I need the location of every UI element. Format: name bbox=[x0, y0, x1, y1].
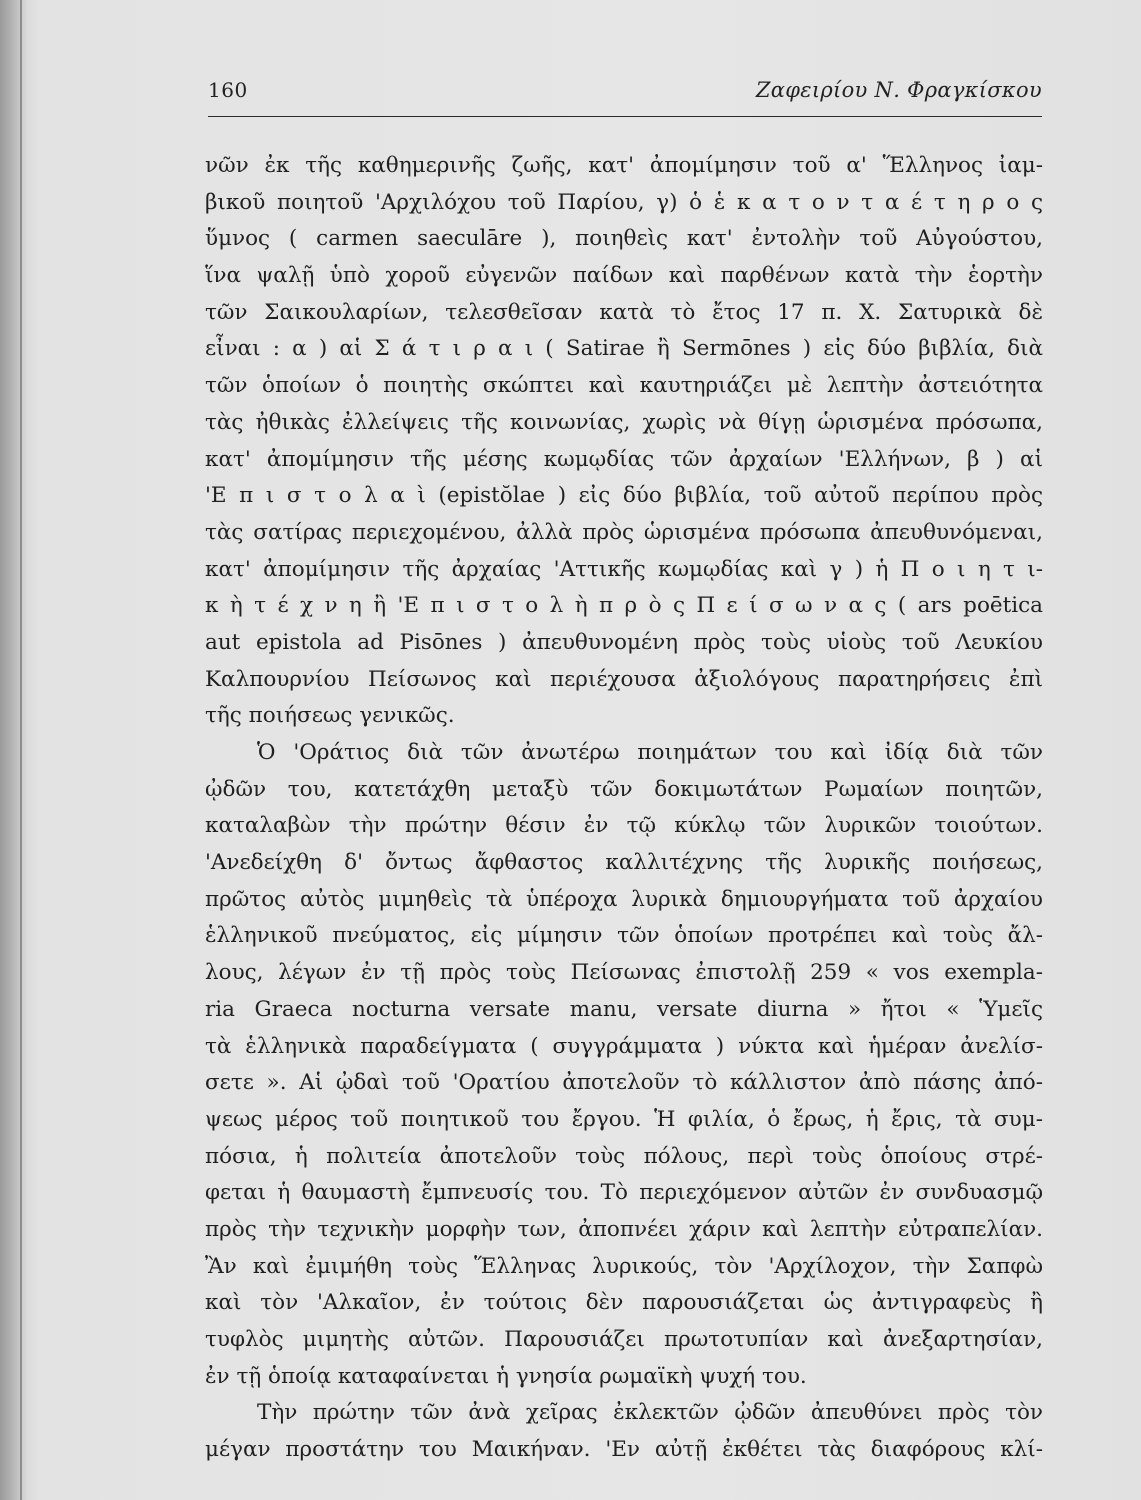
text-line: ἵνα ψαλῇ ὑπὸ χοροῦ εὐγενῶν παίδων καὶ παρθένων κατὰ τὴν ἑορτὴν bbox=[205, 263, 1043, 289]
page-number: 160 bbox=[208, 78, 248, 102]
paragraph-2 bbox=[205, 735, 1043, 1395]
text-line: σετε ». Αἱ ᾠδαὶ τοῦ 'Ορατίου ἀποτελοῦν τὸ κάλλιστον ἀπὸ πάσης ἀπό- bbox=[205, 1070, 1043, 1096]
text-line: Ὁ 'Οράτιος διὰ τῶν ἀνωτέρω ποιημάτων του καὶ ἰδίᾳ διὰ τῶν bbox=[257, 740, 1043, 765]
text-line: βικοῦ ποιητοῦ 'Αρχιλόχου τοῦ Παρίου, γ) ὁ ἑ κ α τ ο ν τ α έ τ η ρ ο ς bbox=[205, 189, 1043, 215]
text-line: λους, λέγων ἐν τῇ πρὸς τοὺς Πείσωνας ἐπιστολῇ 259 « vos exempla- bbox=[205, 960, 1043, 986]
text-line: τῶν ὁποίων ὁ ποιητὴς σκώπτει καὶ καυτηριάζει μὲ λεπτὴν ἀστειότητα bbox=[205, 373, 1043, 399]
text-line: 'Ανεδείχθη δ' ὄντως ἄφθαστος καλλιτέχνης τῆς λυρικῆς ποιήσεως, bbox=[205, 850, 1043, 876]
text-line: τὰς ἠθικὰς ἐλλείψεις τῆς κοινωνίας, χωρὶς νὰ θίγῃ ὡρισμένα πρόσωπα, bbox=[205, 409, 1043, 435]
text-line: ᾠδῶν του, κατετάχθη μεταξὺ τῶν δοκιμωτάτων Ρωμαίων ποιητῶν, bbox=[205, 776, 1043, 802]
text-line: τὰς σατίρας περιεχομένου, ἀλλὰ πρὸς ὡρισμένα πρόσωπα ἀπευθυνόμεναι, bbox=[205, 519, 1043, 545]
text-line: πρῶτος αὐτὸς μιμηθεὶς τὰ ὑπέροχα λυρικὰ δημιουργήματα τοῦ ἀρχαίου bbox=[205, 886, 1043, 912]
paragraph-3 bbox=[205, 1395, 1043, 1468]
text-line: τὰ ἑλληνικὰ παραδείγματα ( συγγράμματα ) νύκτα καὶ ἡμέραν ἀνελίσ- bbox=[205, 1033, 1043, 1059]
text-line: ἑλληνικοῦ πνεύματος, εἰς μίμησιν τῶν ὁποίων προτρέπει καὶ τοὺς ἄλ- bbox=[205, 923, 1043, 949]
text-line: καταλαβὼν τὴν πρώτην θέσιν ἐν τῷ κύκλῳ τῶν λυρικῶν τοιούτων. bbox=[205, 813, 1043, 839]
text-line: Ἂν καὶ ἐμιμήθη τοὺς Ἕλληνας λυρικούς, τὸν 'Αρχίλοχον, τὴν Σαπφὼ bbox=[205, 1253, 1043, 1279]
text-line: φεται ἡ θαυμαστὴ ἔμπνευσίς του. Τὸ περιεχόμενον αὐτῶν ἐν συνδυασμῷ bbox=[205, 1180, 1043, 1206]
text-line: ψεως μέρος τοῦ ποιητικοῦ του ἔργου. Ἡ φιλία, ὁ ἔρως, ἡ ἔρις, τὰ συμ- bbox=[205, 1106, 1043, 1132]
text-line: ria Graeca nocturna versate manu, versate diurna » ἤτοι « Ὑμεῖς bbox=[205, 996, 1043, 1022]
body-text bbox=[205, 148, 1043, 1469]
text-line: 'Ε π ι σ τ ο λ α ὶ (epistŏlae ) εἰς δύο βιβλία, τοῦ αὐτοῦ περίπου πρὸς bbox=[205, 483, 1043, 509]
binding-edge bbox=[20, 0, 22, 1500]
text-line: καὶ τὸν 'Αλκαῖον, ἐν τούτοις δὲν παρουσιάζεται ὡς ἀντιγραφεὺς ἢ bbox=[205, 1290, 1043, 1316]
text-line: πρὸς τὴν τεχνικὴν μορφὴν των, ἀποπνέει χάριν καὶ λεπτὴν εὐτραπελίαν. bbox=[205, 1216, 1043, 1242]
text-line: τυφλὸς μιμητὴς αὐτῶν. Παρουσιάζει πρωτοτυπίαν καὶ ἀνεξαρτησίαν, bbox=[205, 1327, 1043, 1352]
text-line: τῶν Σαικουλαρίων, τελεσθεῖσαν κατὰ τὸ ἔτος 17 π. Χ. Σατυρικὰ δὲ bbox=[205, 299, 1043, 325]
text-line: ὕμνος ( carmen saeculāre ), ποιηθεὶς κατ' ἐντολὴν τοῦ Αὐγούστου, bbox=[205, 226, 1043, 252]
text-line: μέγαν προστάτην του Μαικήναν. 'Εν αὐτῇ ἐκθέτει τὰς διαφόρους κλί- bbox=[205, 1437, 1043, 1463]
text-line: Καλπουρνίου Πείσωνος καὶ περιέχουσα ἀξιολόγους παρατηρήσεις ἐπὶ bbox=[205, 666, 1043, 692]
text-line: κατ' ἀπομίμησιν τῆς μέσης κωμῳδίας τῶν ἀρχαίων 'Ελλήνων, β ) αἱ bbox=[205, 446, 1043, 472]
paragraph-1 bbox=[205, 148, 1043, 735]
text-line: κ ὴ τ έ χ ν η ἢ 'Ε π ι σ τ ο λ ὴ π ρ ὸ ς Π ε ί σ ω ν α ς ( ars poētica bbox=[205, 593, 1043, 619]
text-line: ἐν τῇ ὁποίᾳ καταφαίνεται ἡ γνησία ρωμαϊκὴ ψυχή του. bbox=[205, 1363, 807, 1389]
text-line: νῶν ἐκ τῆς καθημερινῆς ζωῆς, κατ' ἀπομίμησιν τοῦ α' Ἕλληνος ἰαμ- bbox=[205, 153, 1043, 178]
text-line: πόσια, ἡ πολιτεία ἀποτελοῦν τοὺς πόλους, περὶ τοὺς ὁποίους στρέ- bbox=[205, 1143, 1043, 1169]
running-title: Ζαφειρίου Ν. Φραγκίσκου bbox=[755, 78, 1042, 102]
page-header bbox=[208, 76, 1042, 117]
text-line: κατ' ἀπομίμησιν τῆς ἀρχαίας 'Αττικῆς κωμῳδίας καὶ γ ) ἡ Π ο ι η τ ι- bbox=[205, 556, 1043, 582]
text-line: aut epistola ad Pisōnes ) ἀπευθυνομένη πρὸς τοὺς υἱοὺς τοῦ Λευκίου bbox=[205, 629, 1043, 655]
text-line: Τὴν πρώτην τῶν ἀνὰ χεῖρας ἐκλεκτῶν ᾠδῶν ἀπευθύνει πρὸς τὸν bbox=[257, 1400, 1043, 1426]
text-line: τῆς ποιήσεως γενικῶς. bbox=[205, 703, 455, 729]
text-line: εἶναι : α ) αἱ Σ ά τ ι ρ α ι ( Satirae ἢ Sermōnes ) εἰς δύο βιβλία, διὰ bbox=[205, 336, 1043, 362]
